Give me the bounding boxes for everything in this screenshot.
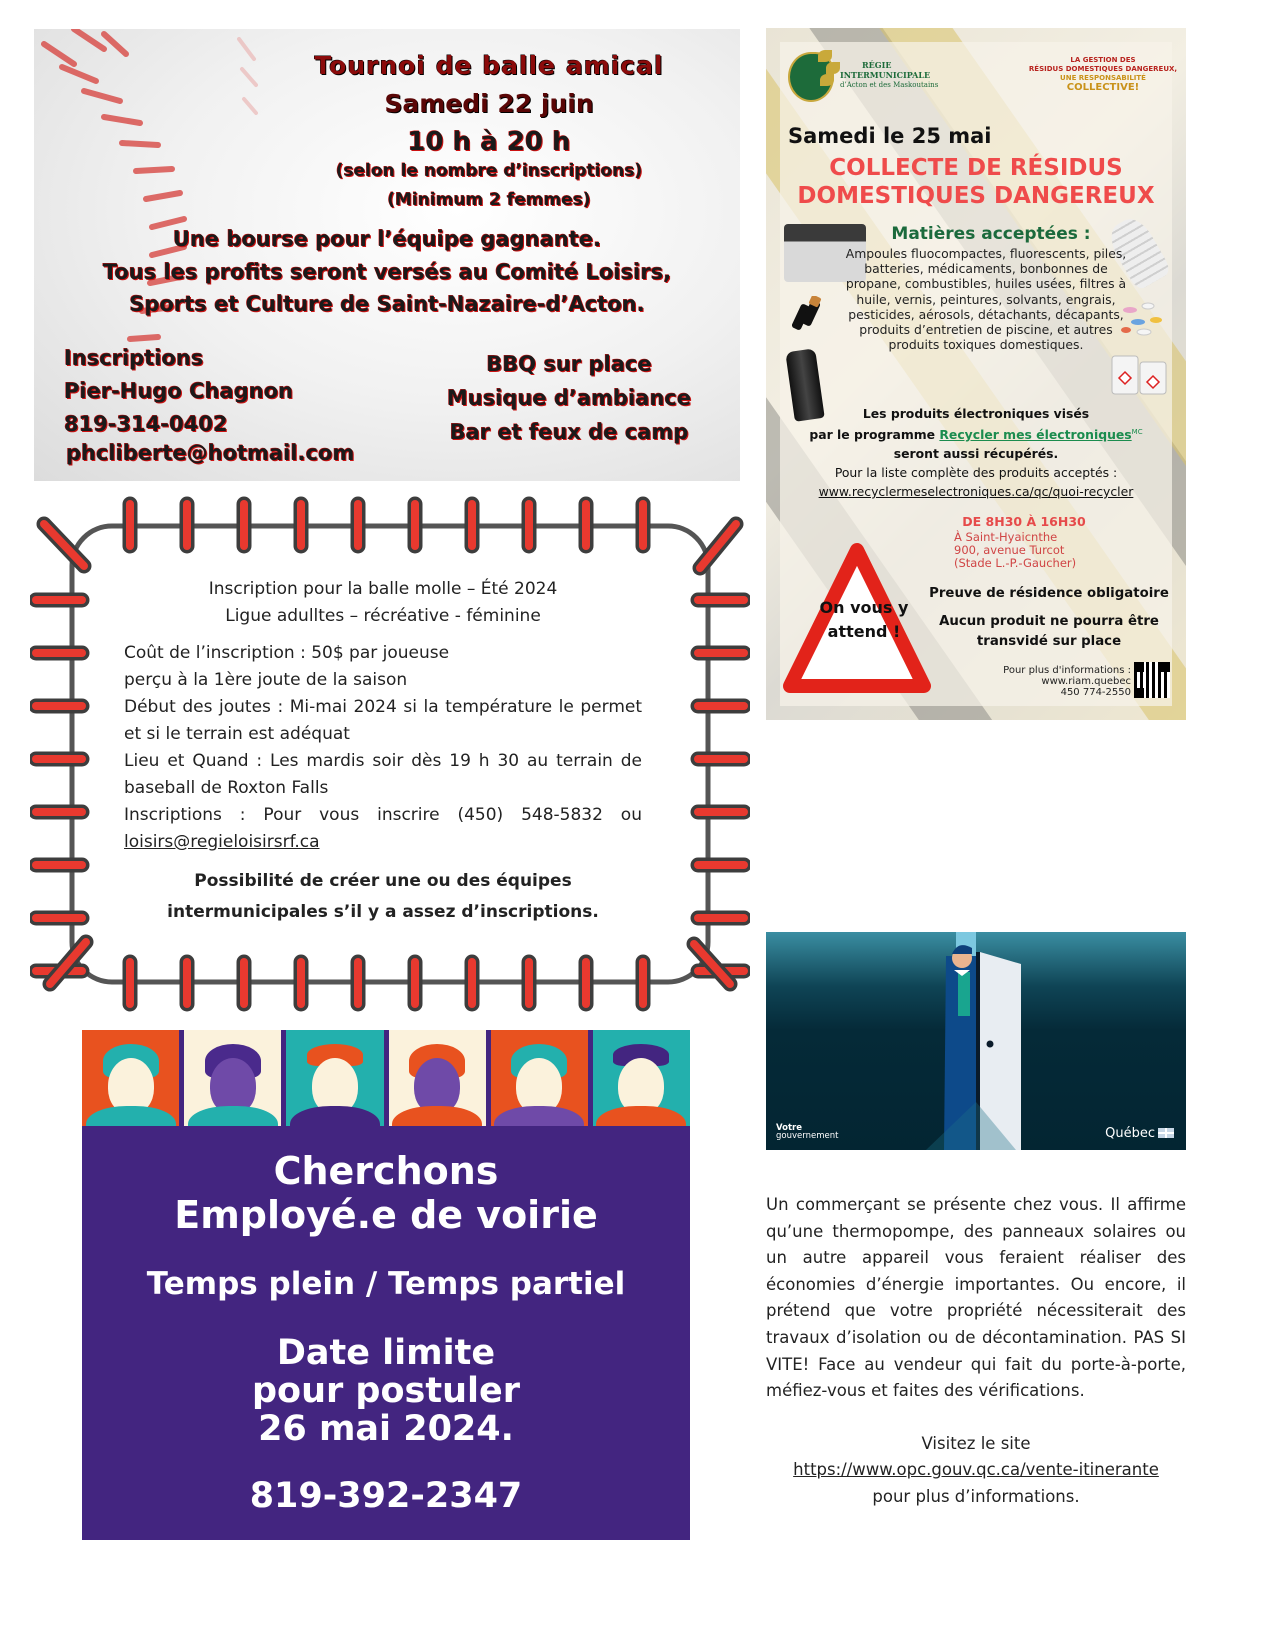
- tournoi-contact-label: Inscriptions: [64, 346, 204, 370]
- face-illustration: [491, 1030, 593, 1126]
- job-deadline-date: 26 mai 2024.: [258, 1409, 514, 1449]
- job-posting-flyer: [82, 1030, 690, 1540]
- riam-proof-residence: Preuve de résidence obligatoire: [929, 586, 1169, 601]
- balle-molle-email-link[interactable]: loisirs@regieloisirsrf.ca: [124, 832, 320, 852]
- tournoi-contact-phone: 819-314-0402: [64, 412, 228, 436]
- riam-accepted-heading: Matières acceptées :: [891, 224, 1091, 244]
- riam-warning-text: On vous y attend !: [819, 598, 909, 641]
- riam-info: Pour plus d'informations : www.riam.quebec 450 774-2550: [1003, 665, 1131, 698]
- opc-paragraph: Un commerçant se présente chez vous. Il affirme qu’une thermopompe, des panneaux solaires ou un autre appareil vous feraient réaliser des économies d’énergie importantes. Ou encore, il prétend que votre propriété nécessiterait des travaux d’isolation ou de décontamination. PAS SI VITE! Face au vendeur qui fait du porte-à-porte, méfiez-vous et faites des vérifications.: [766, 1195, 1186, 1401]
- face-illustration: [184, 1030, 286, 1126]
- job-deadline-label: Date limite: [276, 1333, 496, 1373]
- recycler-list-link[interactable]: www.recyclermeselectroniques.ca/qc/quoi-recycler: [818, 484, 1134, 500]
- job-position: Employé.e de voirie: [174, 1193, 598, 1237]
- tournoi-flyer: [34, 29, 740, 481]
- riam-electronics-block: Les produits électroniques visés par le programme Recycler mes électroniques$^{MC}$ seront aussi récupérés. Pour la liste complète des produits acceptés : www.recyclermeselectroniques.ca/qc/quoi-recycler: [809, 406, 1143, 500]
- door-to-door-image: [766, 932, 1186, 1150]
- tournoi-contact-email: phcliberte@hotmail.com: [66, 441, 355, 465]
- riam-accepted-list: Ampoules fluocompactes, fluorescents, piles, batteries, médicaments, bonbonnes de propane, combustibles, huiles usées, filtres à huile, vernis, peintures, solvants, engrais, pesticides, aérosols, détachants, décapants, produits d’entretien de piscine, et autres produits toxiques domestiques.: [845, 246, 1127, 353]
- qr-code-icon[interactable]: [1134, 662, 1170, 698]
- balle-molle-cost-note: perçu à la 1ère joute de la saison: [124, 670, 408, 690]
- tournoi-note-minimum: (Minimum 2 femmes): [387, 190, 591, 210]
- riam-hours: DE 8H30 À 16H30: [962, 514, 1086, 529]
- tournoi-amenity-bbq: BBQ sur place: [486, 352, 652, 376]
- chemical-jugs-image: [1110, 346, 1170, 396]
- opc-visit-label: Visitez le site: [921, 1433, 1031, 1453]
- riam-logo-icon: [788, 52, 834, 102]
- opc-notice: [766, 1192, 1186, 1511]
- riam-title-line2: DOMESTIQUES DANGEREUX: [797, 183, 1155, 209]
- face-illustration: [286, 1030, 388, 1126]
- tournoi-hours: 10 h à 20 h: [407, 127, 571, 157]
- face-illustration: [82, 1030, 184, 1126]
- votre-gouvernement-logo: Votre gouvernement: [776, 1123, 839, 1141]
- tournoi-amenity-bar: Bar et feux de camp: [449, 420, 689, 444]
- balle-molle-possibilite-line1: Possibilité de créer une ou des équipes: [194, 871, 572, 891]
- tournoi-note-inscriptions: (selon le nombre d’inscriptions): [335, 161, 643, 181]
- balle-molle-cost: Coût de l’inscription : 50$ par joueuse: [124, 643, 450, 663]
- balle-molle-subtitle: Ligue adulltes – récréative - féminine: [225, 606, 541, 626]
- salesman-at-door-illustration: [766, 932, 1186, 1150]
- riam-collecte-flyer: [766, 28, 1186, 720]
- riam-title-line1: COLLECTE DE RÉSIDUS: [829, 155, 1123, 181]
- job-phone: 819-392-2347: [249, 1476, 523, 1516]
- balle-molle-possibilite-line2: intermunicipales s’il y a assez d’inscriptions.: [167, 902, 599, 922]
- tournoi-title: Tournoi de balle amical: [314, 51, 664, 80]
- tournoi-profits-line2: Sports et Culture de Saint-Nazaire-d’Acton.: [129, 292, 645, 316]
- riam-logo-text: RÉGIE INTERMUNICIPALE d’Acton et des Maskoutains: [840, 60, 939, 89]
- faces-illustration: [82, 1030, 690, 1126]
- balle-molle-panel: [30, 484, 750, 1024]
- tournoi-profits-line1: Tous les profits seront versés au Comité Loisirs,: [102, 260, 672, 284]
- job-deadline-label-2: pour postuler: [251, 1371, 521, 1411]
- rdd-campaign-logo: LA GESTION DES RÉSIDUS DOMESTIQUES DANGEREUX, UNE RESPONSABILITÉ COLLECTIVE!: [1028, 56, 1178, 93]
- balle-molle-lieu: Lieu et Quand : Les mardis soir dès 19 h 30 au terrain de baseball de Roxton Falls: [124, 751, 642, 798]
- job-schedule: Temps plein / Temps partiel: [146, 1266, 626, 1302]
- riam-date: Samedi le 25 mai: [788, 124, 992, 148]
- quebec-flag-icon: [1158, 1128, 1174, 1138]
- opc-link[interactable]: https://www.opc.gouv.qc.ca/vente-itinerante: [793, 1460, 1159, 1480]
- balle-molle-title: Inscription pour la balle molle – Été 2024: [208, 579, 558, 599]
- tournoi-amenity-musique: Musique d’ambiance: [446, 386, 692, 410]
- tournoi-contact-name: Pier-Hugo Chagnon: [64, 379, 294, 403]
- riam-address: À Saint-Hyaicnthe 900, avenue Turcot (Stade L.-P.-Gaucher): [954, 530, 1077, 570]
- batteries-image: [792, 296, 830, 332]
- tournoi-bourse: Une bourse pour l’équipe gagnante.: [172, 227, 602, 251]
- tournoi-date: Samedi 22 juin: [384, 89, 594, 118]
- balle-molle-inscriptions: Inscriptions : Pour vous inscrire (450) 548-5832 ou: [124, 805, 642, 825]
- face-illustration: [593, 1030, 690, 1126]
- recycler-program-link[interactable]: Recycler mes électroniques: [939, 427, 1132, 443]
- riam-no-transfer: Aucun produit ne pourra être transvidé sur place: [939, 614, 1159, 649]
- job-heading: Cherchons: [273, 1149, 499, 1193]
- opc-more-info: pour plus d’informations.: [872, 1486, 1080, 1506]
- balle-molle-debut: Début des joutes : Mi-mai 2024 si la température le permet et si le terrain est adéquat: [124, 697, 642, 744]
- face-illustration: [389, 1030, 491, 1126]
- quebec-logo: Québec: [1105, 1126, 1174, 1141]
